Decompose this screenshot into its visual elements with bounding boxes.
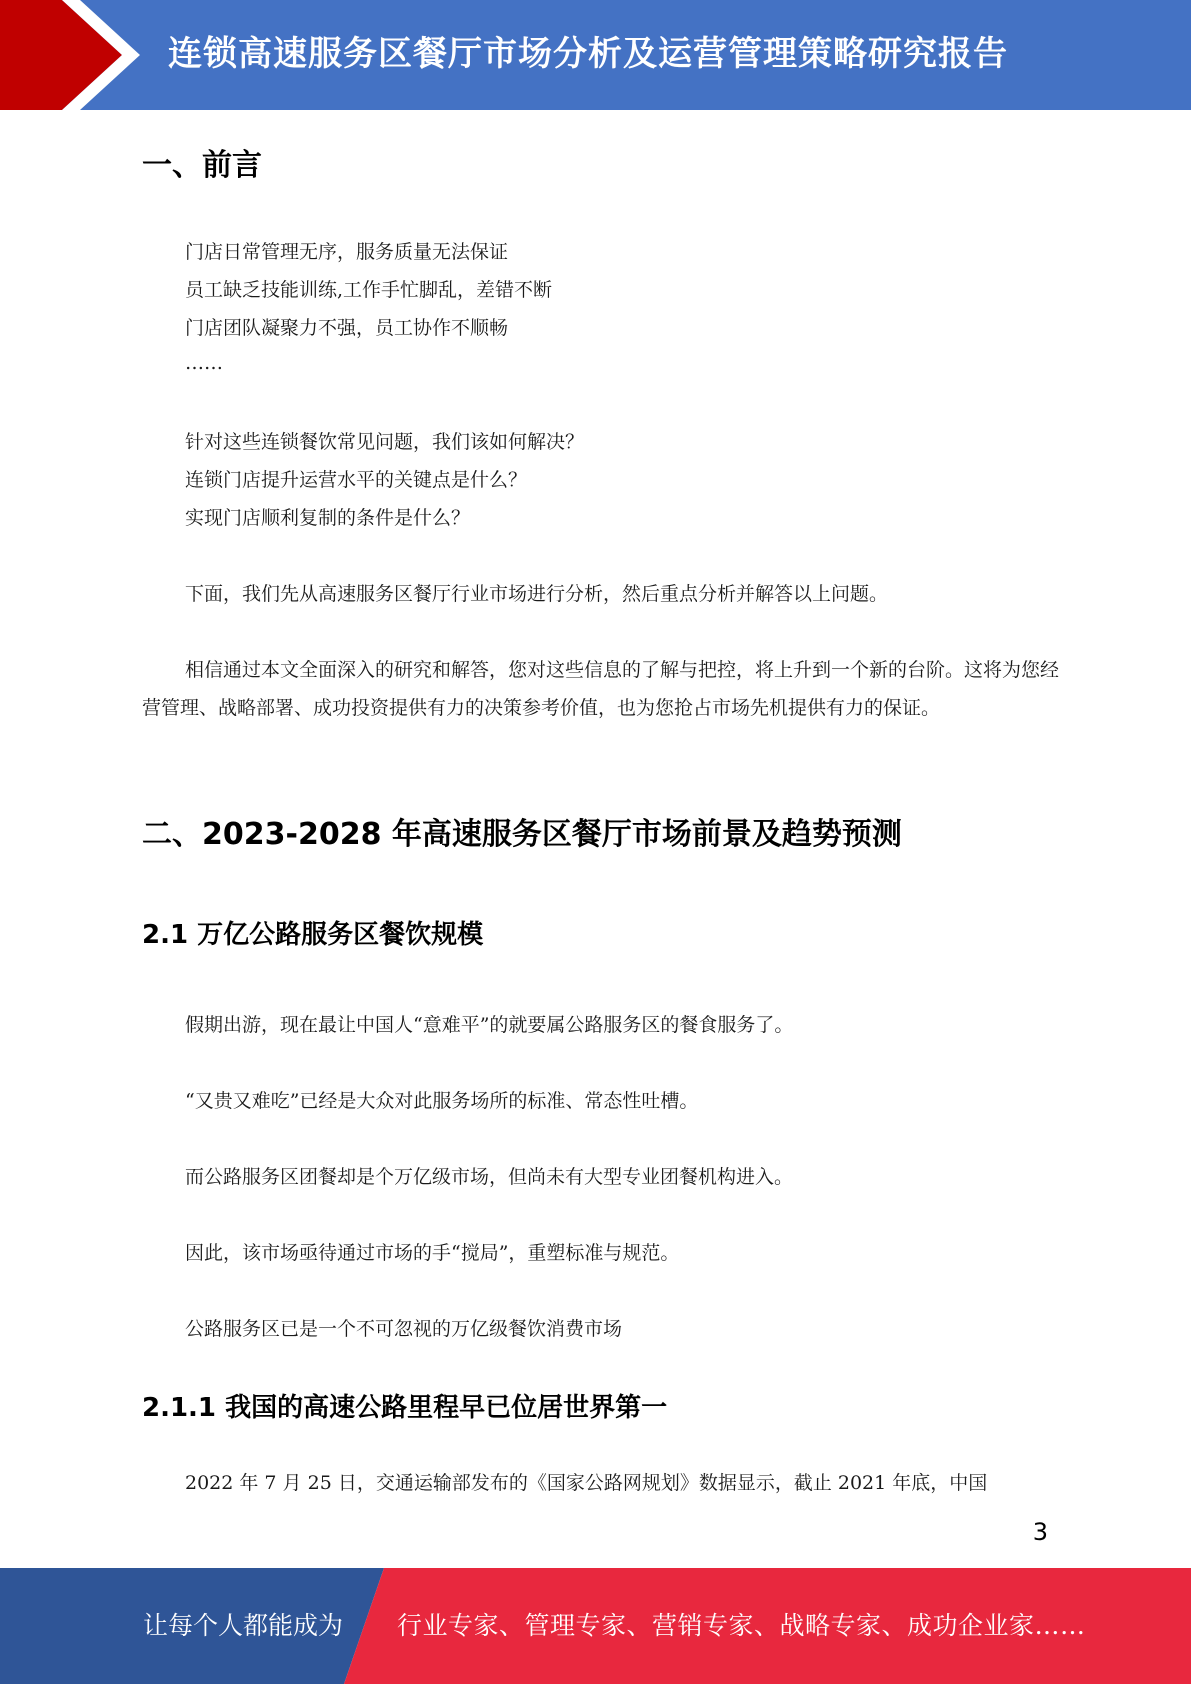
body-paragraph: “又贵又难吃”已经是大众对此服务场所的标准、常态性吐槽。	[185, 1090, 699, 1112]
footer-banner	[0, 1568, 1191, 1684]
report-title: 连锁高速服务区餐厅市场分析及运营管理策略研究报告	[168, 34, 1008, 74]
section-heading-forecast: 二、2023-2028 年高速服务区餐厅市场前景及趋势预测	[142, 817, 902, 852]
problem-line: 门店团队凝聚力不强，员工协作不顺畅	[185, 317, 509, 339]
question-line: 实现门店顺利复制的条件是什么？	[185, 507, 471, 529]
footer-slogan-left: 让每个人都能成为	[143, 1611, 344, 1640]
question-line: 针对这些连锁餐饮常见问题，我们该如何解决？	[185, 431, 585, 453]
intro-paragraph: 下面，我们先从高速服务区餐厅行业市场进行分析，然后重点分析并解答以上问题。	[185, 583, 889, 605]
header-banner	[0, 0, 1191, 110]
body-paragraph: 因此，该市场亟待通过市场的手“搅局”，重塑标准与规范。	[185, 1242, 680, 1264]
body-paragraph: 公路服务区已是一个不可忽视的万亿级餐饮消费市场	[185, 1318, 623, 1340]
section-heading-preface: 一、前言	[142, 148, 262, 183]
problem-line: 员工缺乏技能训练,工作手忙脚乱，差错不断	[185, 279, 553, 301]
body-paragraph: 而公路服务区团餐却是个万亿级市场，但尚未有大型专业团餐机构进入。	[185, 1166, 794, 1188]
closing-paragraph: 相信通过本文全面深入的研究和解答，您对这些信息的了解与把控，将上升到一个新的台阶。这将为您经营管理、战略部署、成功投资提供有力的决策参考价值，也为您抢占市场先机提供有力的保证。	[142, 659, 1060, 719]
problem-line: 门店日常管理无序，服务质量无法保证	[185, 241, 509, 263]
page-number: 3	[1032, 1518, 1048, 1546]
question-line: 连锁门店提升运营水平的关键点是什么？	[185, 469, 528, 491]
subsection-heading-2-1: 2.1 万亿公路服务区餐饮规模	[142, 920, 484, 950]
ellipsis-line: ……	[185, 352, 223, 374]
footer-slogan-right: 行业专家、管理专家、营销专家、战略专家、成功企业家……	[397, 1611, 1086, 1640]
subsection-heading-2-1-1: 2.1.1 我国的高速公路里程早已位居世界第一	[142, 1393, 668, 1423]
body-paragraph: 假期出游，现在最让中国人“意难平”的就要属公路服务区的餐食服务了。	[185, 1014, 794, 1036]
body-paragraph: 2022 年 7 月 25 日，交通运输部发布的《国家公路网规划》数据显示，截止 2021 年底，中国	[185, 1472, 988, 1494]
